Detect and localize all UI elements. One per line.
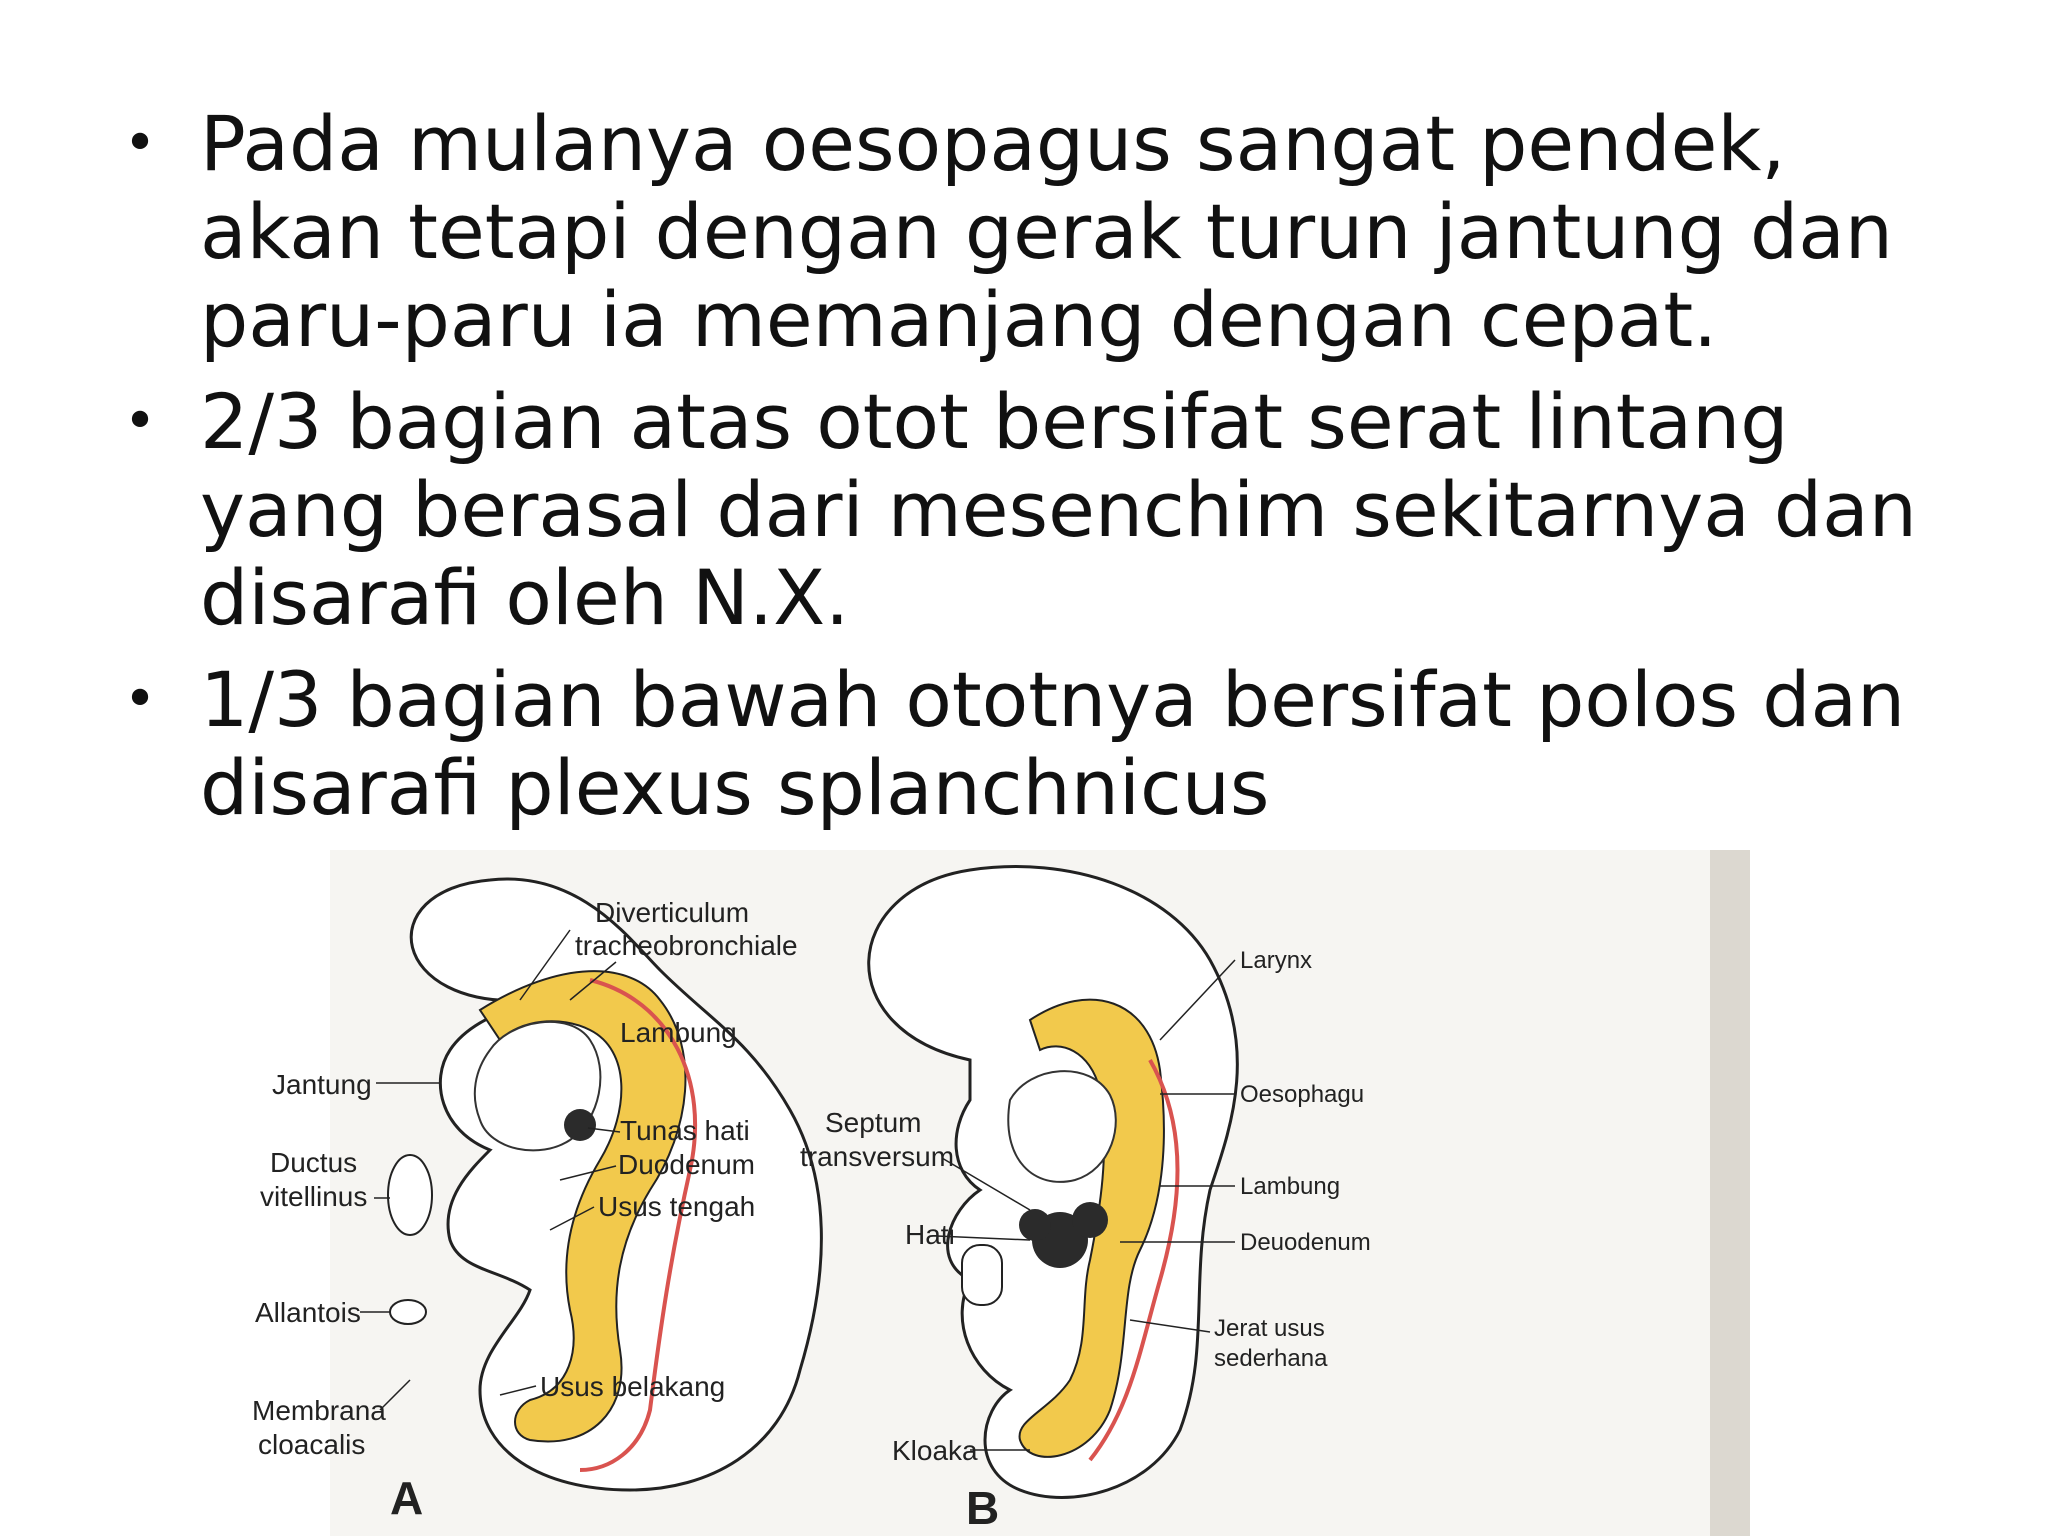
bullet-item xyxy=(120,100,1960,364)
label-jerat-2: sederhana xyxy=(1214,1345,1328,1372)
label-septum-1: Septum xyxy=(825,1107,922,1138)
label-kloaka: Kloaka xyxy=(892,1435,978,1466)
embryo-diagram xyxy=(252,850,1750,1536)
bullet-marker: • xyxy=(123,111,157,176)
heart-b xyxy=(1008,1071,1116,1182)
panel-a-letter: A xyxy=(390,1472,424,1524)
label-lambung-b: Lambung xyxy=(1240,1173,1341,1200)
bullet-item xyxy=(120,378,1960,642)
label-ductus-2: vitellinus xyxy=(260,1181,368,1212)
embryo-figure xyxy=(252,850,1750,1536)
bullet-text: 1/3 bagian bawah ototnya bersifat polos dan disarafi plexus splanchnicus xyxy=(200,655,1906,832)
label-hati: Hati xyxy=(905,1219,955,1250)
label-usus-tengah: Usus tengah xyxy=(598,1191,756,1222)
panel-a xyxy=(252,879,821,1524)
bullet-marker: • xyxy=(123,667,157,732)
label-diverticulum-2: tracheobronchiale xyxy=(575,930,798,961)
panel-b xyxy=(800,867,1371,1534)
bullet-text: 2/3 bagian atas otot bersifat serat lintang yang berasal dari mesenchim sekitarnya dan disarafi oleh N.X. xyxy=(200,377,1917,642)
label-allantois: Allantois xyxy=(255,1297,361,1328)
label-diverticulum-1: Diverticulum xyxy=(595,897,750,928)
allantois-a xyxy=(390,1300,426,1324)
page-edge xyxy=(1710,850,1750,1536)
yolk-stalk-a xyxy=(388,1155,432,1235)
bullet-marker: • xyxy=(123,389,157,454)
label-larynx: Larynx xyxy=(1240,947,1313,974)
liver-b-lobe xyxy=(1072,1202,1108,1238)
label-membrana-2: cloacalis xyxy=(258,1429,366,1460)
yolk-stalk-b xyxy=(962,1245,1002,1305)
liver-bud-a xyxy=(564,1109,596,1141)
label-duodenum: Duodenum xyxy=(618,1149,755,1180)
label-oesophagus: Oesophagu xyxy=(1240,1081,1365,1108)
label-lambung-a: Lambung xyxy=(620,1017,737,1048)
bullet-item xyxy=(120,656,1960,832)
label-usus-belakang: Usus belakang xyxy=(540,1371,726,1402)
label-membrana-1: Membrana xyxy=(252,1395,386,1426)
label-tunas-hati: Tunas hati xyxy=(620,1115,750,1146)
label-ductus-1: Ductus xyxy=(270,1147,358,1178)
liver-b-lobe-2 xyxy=(1019,1209,1051,1241)
panel-b-letter: B xyxy=(966,1482,1000,1534)
label-jerat-1: Jerat usus xyxy=(1214,1315,1325,1342)
label-jantung: Jantung xyxy=(272,1069,372,1100)
label-deuodenum: Deuodenum xyxy=(1240,1229,1371,1256)
bullet-list xyxy=(120,100,1960,846)
bullet-text: Pada mulanya oesopagus sangat pendek, akan tetapi dengan gerak turun jantung dan paru-paru ia memanjang dengan cepat. xyxy=(200,99,1893,364)
label-septum-2: transversum xyxy=(800,1141,955,1172)
